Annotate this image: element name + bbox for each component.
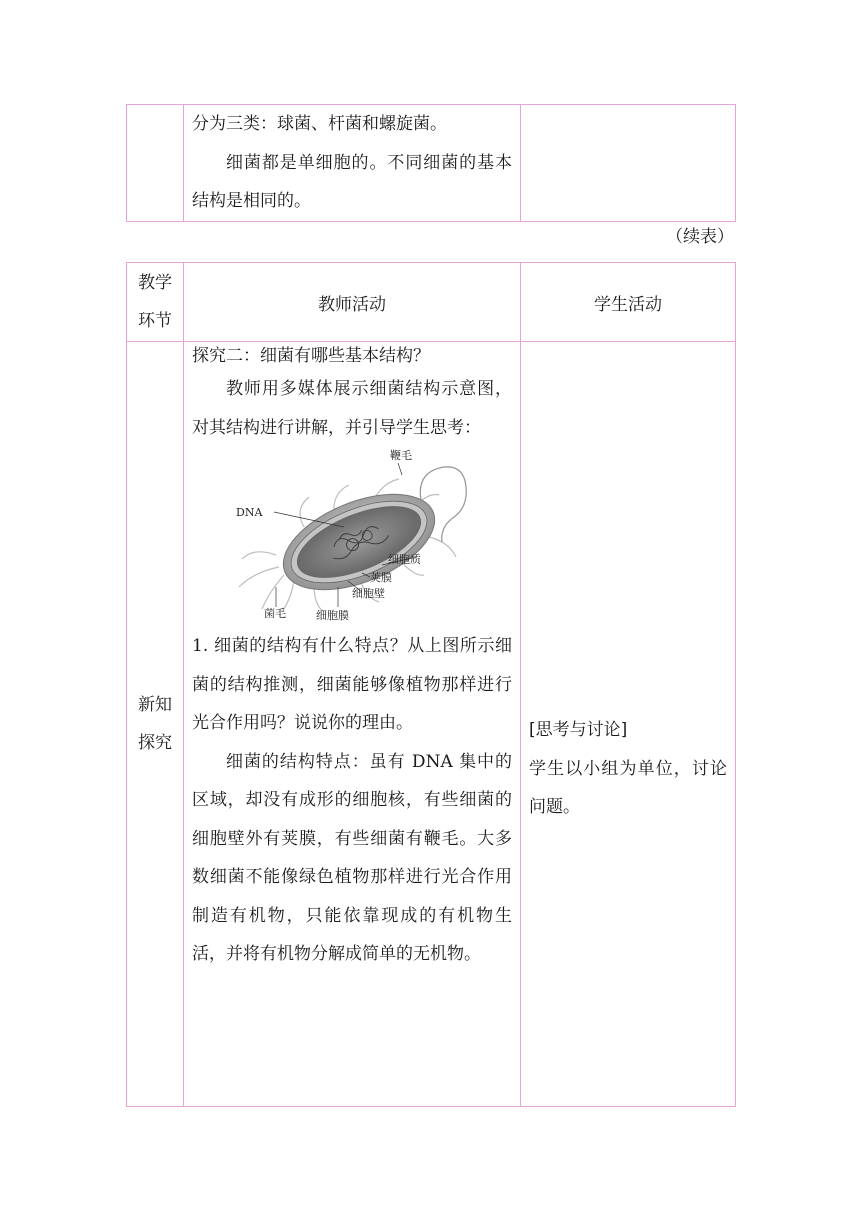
student-activity-cell — [521, 342, 736, 1107]
top-table-fragment — [126, 104, 736, 222]
top-teacher-cell — [184, 105, 521, 222]
stage-line-1: 新知 — [138, 695, 172, 715]
header-stage-line-2: 环节 — [138, 311, 172, 331]
teacher-intro: 教师用多媒体展示细菌结构示意图，对其结构进行讲解，并引导学生思考： — [192, 379, 512, 438]
top-line-2: 细菌都是单细胞的。不同细菌的基本结构是相同的。 — [192, 152, 512, 211]
student-heading: [思考与讨论] — [529, 720, 628, 740]
header-stage — [127, 263, 184, 342]
bacteria-illustration — [184, 447, 520, 627]
label-cell-wall: 细胞壁 — [352, 587, 385, 600]
bacteria-structure-diagram — [184, 447, 520, 627]
stage-line-2: 探究 — [138, 733, 172, 753]
label-capsule: 荚膜 — [370, 571, 392, 584]
lesson-table — [126, 262, 736, 1107]
teacher-activity-cell — [184, 342, 521, 1107]
label-pili: 菌毛 — [264, 607, 286, 620]
header-teacher: 教师活动 — [184, 263, 521, 342]
stage-cell — [127, 342, 184, 1107]
top-stage-cell — [127, 105, 184, 222]
label-dna: DNA — [236, 506, 263, 519]
inquiry-heading: 探究二：细菌有哪些基本结构？ — [192, 346, 430, 366]
student-text: 学生以小组为单位，讨论问题。 — [529, 758, 727, 817]
top-line-1: 分为三类：球菌、杆菌和螺旋菌。 — [192, 114, 447, 134]
discussion-question: 1. 细菌的结构有什么特点？从上图所示细菌的结构推测，细菌能够像植物那样进行光合作用吗？说说你的理由。 — [192, 636, 512, 733]
content-row — [127, 342, 736, 1107]
label-cell-membrane: 细胞膜 — [316, 609, 349, 622]
label-cytoplasm: 细胞质 — [388, 553, 421, 566]
header-student: 学生活动 — [521, 263, 736, 342]
header-row — [127, 263, 736, 342]
continued-label: （续表） — [666, 227, 734, 247]
label-flagellum: 鞭毛 — [390, 449, 412, 462]
header-stage-line-1: 教学 — [138, 273, 172, 293]
answer-text: 细菌的结构特点：虽有 DNA 集中的区域，却没有成形的细胞核，有些细菌的细胞壁外有荚膜，有些细菌有鞭毛。大多数细菌不能像绿色植物那样进行光合作用制造有机物，只能依靠现成的有机物生活，并将有机物分解成简单的无机物。 — [192, 751, 512, 964]
top-student-cell — [521, 105, 736, 222]
